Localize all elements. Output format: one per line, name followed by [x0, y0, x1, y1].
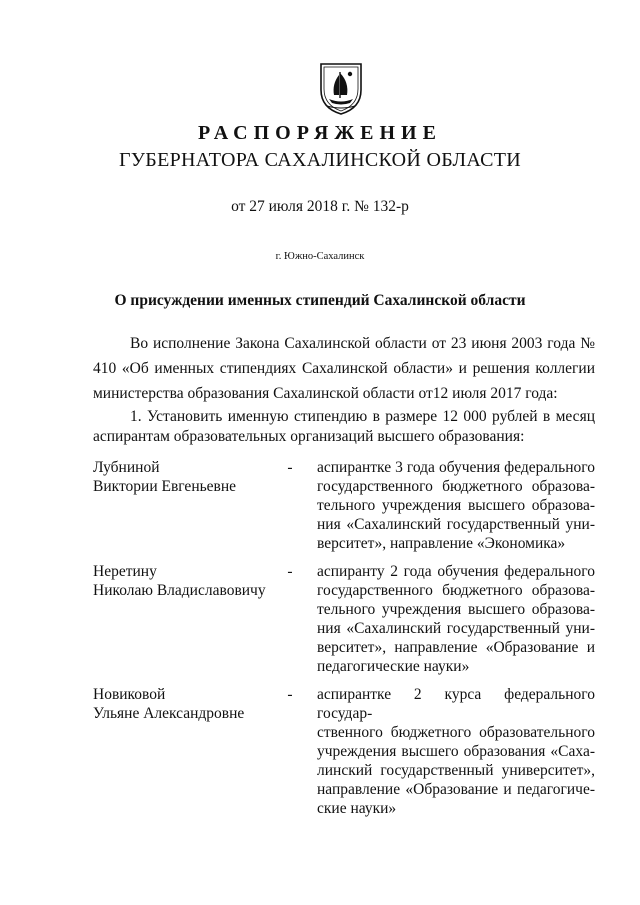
entry-dash: -: [287, 686, 293, 703]
description-line: верситет», направление «Экономика»: [317, 535, 566, 552]
point-1-paragraph: 1. Установить именную стипендию в размере 12 000 рублей в месяц аспирантам образовательных организаций высшего образования:: [93, 408, 595, 445]
entry-dash: -: [287, 459, 293, 476]
recipient-given-names: Ульяне Александровне: [93, 705, 245, 722]
recipient-description: [317, 685, 595, 818]
description-line: ские науки»: [317, 800, 397, 817]
description-line: ственного бюджетного образовательного: [317, 724, 595, 741]
description-line: аспирантке 2 курса федерального государ-: [317, 686, 595, 722]
recipient-description: [317, 562, 595, 676]
description-line: тельного учреждения высшего образова-: [317, 601, 595, 618]
description-line: ния «Сахалинский государственный уни-: [317, 620, 595, 637]
description-line: аспиранту 2 года обучения федерального: [317, 563, 595, 580]
recipient-entry: [93, 562, 595, 682]
description-line: педагогические науки»: [317, 658, 470, 675]
document-date-number: от 27 июля 2018 г. № 132-р: [231, 198, 409, 215]
description-line: государственного бюджетного образова-: [317, 478, 595, 495]
recipient-name: [93, 685, 283, 723]
recipient-entry: [93, 685, 595, 817]
recipient-name: [93, 562, 283, 600]
recipient-given-names: Николаю Владиславовичу: [93, 582, 266, 599]
recipient-given-names: Виктории Евгеньевне: [93, 478, 237, 495]
recipient-surname: Лубниной: [93, 459, 160, 476]
description-line: линский государственный университет»,: [317, 762, 595, 779]
description-line: направление «Образование и педагогиче-: [317, 781, 595, 798]
document-city: г. Южно-Сахалинск: [275, 251, 365, 262]
recipient-name: [93, 458, 283, 496]
recipient-surname: Неретину: [93, 563, 157, 580]
description-line: ния «Сахалинский государственный уни-: [317, 516, 595, 533]
description-line: верситет», направление «Образование и: [317, 639, 595, 656]
recipient-entry: [93, 458, 595, 558]
description-line: государственного бюджетного образова-: [317, 582, 595, 599]
recipient-surname: Новиковой: [93, 686, 166, 703]
document-subtitle: ГУБЕРНАТОРА САХАЛИНСКОЙ ОБЛАСТИ: [118, 149, 521, 171]
entry-dash: -: [287, 563, 293, 580]
coat-of-arms-emblem: [318, 58, 364, 116]
recipient-description: [317, 458, 595, 553]
document-heading: О присуждении именных стипендий Сахалинской области: [114, 292, 526, 309]
description-line: тельного учреждения высшего образова-: [317, 497, 595, 514]
intro-paragraph: Во исполнение Закона Сахалинской области от 23 июня 2003 года № 410 «Об именных стипендиях Сахалинской области» и решения коллегии министерства образования Сахалинской области от12 июля 2017 года:: [93, 335, 595, 402]
document-title: РАСПОРЯЖЕНИЕ: [198, 122, 442, 144]
description-line: аспирантке 3 года обучения федерального: [317, 459, 595, 476]
description-line: учреждения высшего образования «Саха-: [317, 743, 595, 760]
